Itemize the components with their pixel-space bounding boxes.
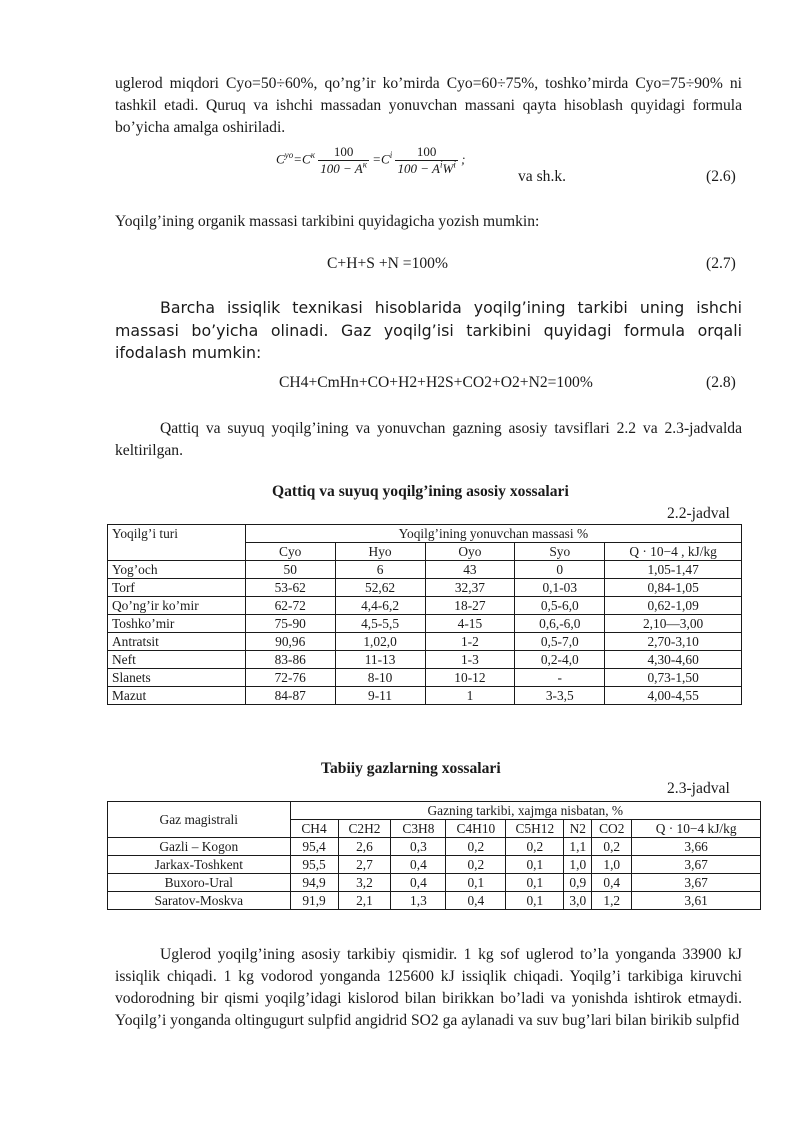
table-cell: 4,5-5,5 bbox=[335, 615, 425, 633]
table-cell: 75-90 bbox=[245, 615, 335, 633]
table-cell: 43 bbox=[425, 561, 515, 579]
table-cell: 1,2 bbox=[592, 892, 632, 910]
table-cell: 95,5 bbox=[290, 856, 338, 874]
table-cell: 0,2 bbox=[446, 838, 506, 856]
table-cell: 0,84-1,05 bbox=[605, 579, 742, 597]
row-label: Toshko’mir bbox=[108, 615, 246, 633]
table-cell: 2,70-3,10 bbox=[605, 633, 742, 651]
table-cell: 18-27 bbox=[425, 597, 515, 615]
table-cell: 3,66 bbox=[632, 838, 761, 856]
row-label: Jarkax-Toshkent bbox=[108, 856, 291, 874]
table-cell: 0,9 bbox=[564, 874, 592, 892]
formula-2-8: CH4+CmHn+CO+H2+H2S+CO2+O2+N2=100% bbox=[279, 374, 593, 391]
table-row bbox=[108, 856, 761, 874]
table-cell: 91,9 bbox=[290, 892, 338, 910]
table-cell: 0,4 bbox=[391, 856, 446, 874]
header-c3h8: C3H8 bbox=[391, 820, 446, 838]
table-2-2-title: Qattiq va suyuq yoqilg’ining asosiy xossalari bbox=[272, 483, 569, 500]
table-cell: 0,4 bbox=[592, 874, 632, 892]
formula-2-6: $C^{yo}=C^к$ $\frac{100}{100 - A^к}$ $=C^i$ $\frac{100}{100 - A^iW^i}$ ; bbox=[276, 144, 466, 176]
table-cell: 1 bbox=[425, 687, 515, 705]
row-label: Antratsit bbox=[108, 633, 246, 651]
header-group-combustible-mass: Yoqilg’ining yonuvchan massasi % bbox=[245, 525, 741, 543]
table-cell: 94,9 bbox=[290, 874, 338, 892]
table-row bbox=[108, 669, 742, 687]
row-label: Qo’ng’ir ko’mir bbox=[108, 597, 246, 615]
table-cell: 0,2 bbox=[592, 838, 632, 856]
table-cell: 4,4-6,2 bbox=[335, 597, 425, 615]
table-cell: 0,6,-6,0 bbox=[515, 615, 605, 633]
table-cell: 52,62 bbox=[335, 579, 425, 597]
header-c: Cyo bbox=[245, 543, 335, 561]
header-s: Syo bbox=[515, 543, 605, 561]
table-cell: 53-62 bbox=[245, 579, 335, 597]
table-cell: 6 bbox=[335, 561, 425, 579]
row-label: Neft bbox=[108, 651, 246, 669]
table-2-3 bbox=[107, 801, 761, 910]
table-cell: 0,1-03 bbox=[515, 579, 605, 597]
table-cell: 1-2 bbox=[425, 633, 515, 651]
table-cell: 1,1 bbox=[564, 838, 592, 856]
table-row bbox=[108, 615, 742, 633]
table-cell: 10-12 bbox=[425, 669, 515, 687]
header-group-gas-composition: Gazning tarkibi, xajmga nisbatan, % bbox=[290, 802, 760, 820]
header-n2: N2 bbox=[564, 820, 592, 838]
table-cell: 4,30-4,60 bbox=[605, 651, 742, 669]
table-cell: 11-13 bbox=[335, 651, 425, 669]
table-2-3-number: 2.3-jadval bbox=[667, 780, 730, 797]
table-row bbox=[108, 838, 761, 856]
row-label: Slanets bbox=[108, 669, 246, 687]
table-row bbox=[108, 633, 742, 651]
table-cell: 1-3 bbox=[425, 651, 515, 669]
header-q: Q · 10−4 kJ/kg bbox=[632, 820, 761, 838]
table-cell: 0,62-1,09 bbox=[605, 597, 742, 615]
table-cell: 0,5-7,0 bbox=[515, 633, 605, 651]
table-cell: 0,73-1,50 bbox=[605, 669, 742, 687]
row-label: Gazli – Kogon bbox=[108, 838, 291, 856]
row-label: Mazut bbox=[108, 687, 246, 705]
table-row bbox=[108, 687, 742, 705]
header-c4h10: C4H10 bbox=[446, 820, 506, 838]
row-label: Torf bbox=[108, 579, 246, 597]
table-cell: 0 bbox=[515, 561, 605, 579]
table-cell: 0,2-4,0 bbox=[515, 651, 605, 669]
table-cell: 1,05-1,47 bbox=[605, 561, 742, 579]
table-cell: 1,02,0 bbox=[335, 633, 425, 651]
header-q: Q · 10−4 , kJ/kg bbox=[605, 543, 742, 561]
table-row bbox=[108, 892, 761, 910]
table-cell: 3-3,5 bbox=[515, 687, 605, 705]
paragraph-carbon-content: uglerod miqdori Cyo=50÷60%, qo’ng’ir ko’mirda Cyo=60÷75%, toshko’mirda Cyo=75÷90% ni tashkil etadi. Quruq va ishchi massadan yonuvchan massani qayta hisoblash quyidagi formula bo’yicha amalga oshiriladi. bbox=[115, 75, 742, 136]
table-2-3-title: Tabiiy gazlarning xossalari bbox=[321, 760, 501, 777]
paragraph-carbon-combustion: Uglerod yoqilg’ining asosiy tarkibiy qismidir. 1 kg sof uglerod to’la yonganda 33900 kJ issiqlik chiqadi. 1 kg vodorod yonganda 125600 kJ issiqlik chiqadi. Yoqilg’i tarkibiga kiruvchi vodorodning bir qismi yoqilg’idagi kislorod bilan birikkan bo’ladi va yonishda ishtirok etmaydi. Yoqilg’i yonganda oltingugurt sulpfid angidrid SO2 ga aylanadi va suv bug’lari bilan birikib sulpfid bbox=[115, 946, 742, 1029]
table-cell: 0,3 bbox=[391, 838, 446, 856]
table-cell: 3,67 bbox=[632, 874, 761, 892]
table-cell: 2,10—3,00 bbox=[605, 615, 742, 633]
table-cell: 3,0 bbox=[564, 892, 592, 910]
table-row bbox=[108, 597, 742, 615]
table-cell: 0,1 bbox=[506, 892, 564, 910]
formula-2-6-suffix: va sh.k. bbox=[518, 168, 567, 185]
paragraph-gas-composition: Barcha issiqlik texnikasi hisoblarida yoqilg’ining tarkibi uning ishchi massasi bo’yicha olinadi. Gaz yoqilg’isi tarkibini quyidagi formula orqali ifodalash mumkin: bbox=[115, 298, 742, 362]
table-cell: 0,2 bbox=[446, 856, 506, 874]
table-cell: 83-86 bbox=[245, 651, 335, 669]
header-c5h12: C5H12 bbox=[506, 820, 564, 838]
table-cell: 4-15 bbox=[425, 615, 515, 633]
formula-2-7: C+H+S +N =100% bbox=[327, 255, 448, 272]
header-ch4: CH4 bbox=[290, 820, 338, 838]
table-cell: 3,67 bbox=[632, 856, 761, 874]
table-cell: 0,5-6,0 bbox=[515, 597, 605, 615]
equation-number-2-8: (2.8) bbox=[706, 374, 736, 391]
row-label: Saratov-Moskva bbox=[108, 892, 291, 910]
table-cell: 2,7 bbox=[338, 856, 391, 874]
table-row bbox=[108, 651, 742, 669]
header-o: Oyo bbox=[425, 543, 515, 561]
table-cell: 32,37 bbox=[425, 579, 515, 597]
table-cell: 1,0 bbox=[592, 856, 632, 874]
table-cell: 2,6 bbox=[338, 838, 391, 856]
table-cell: 95,4 bbox=[290, 838, 338, 856]
table-cell: 62-72 bbox=[245, 597, 335, 615]
table-2-2 bbox=[107, 524, 742, 705]
header-gas-line: Gaz magistrali bbox=[108, 802, 291, 838]
paragraph-organic-mass: Yoqilg’ining organik massasi tarkibini quyidagicha yozish mumkin: bbox=[115, 213, 540, 230]
table-row bbox=[108, 579, 742, 597]
table-cell: 9-11 bbox=[335, 687, 425, 705]
table-cell: 0,1 bbox=[506, 874, 564, 892]
table-cell: 3,61 bbox=[632, 892, 761, 910]
header-h: Hyo bbox=[335, 543, 425, 561]
table-cell: 0,1 bbox=[446, 874, 506, 892]
table-row bbox=[108, 561, 742, 579]
paragraph-tables-intro: Qattiq va suyuq yoqilg’ining va yonuvchan gazning asosiy tavsiflari 2.2 va 2.3-jadvalda keltirilgan. bbox=[115, 420, 742, 459]
table-cell: 50 bbox=[245, 561, 335, 579]
table-cell: 8-10 bbox=[335, 669, 425, 687]
table-cell: 0,2 bbox=[506, 838, 564, 856]
equation-number-2-7: (2.7) bbox=[706, 255, 736, 272]
header-co2: CO2 bbox=[592, 820, 632, 838]
table-cell: 90,96 bbox=[245, 633, 335, 651]
table-cell: 2,1 bbox=[338, 892, 391, 910]
header-fuel-type: Yoqilg’i turi bbox=[108, 525, 246, 561]
table-row bbox=[108, 874, 761, 892]
header-c2h2: C2H2 bbox=[338, 820, 391, 838]
table-cell: 4,00-4,55 bbox=[605, 687, 742, 705]
table-cell: 84-87 bbox=[245, 687, 335, 705]
table-cell: 72-76 bbox=[245, 669, 335, 687]
table-cell: 3,2 bbox=[338, 874, 391, 892]
row-label: Yog’och bbox=[108, 561, 246, 579]
equation-number-2-6: (2.6) bbox=[706, 168, 736, 185]
row-label: Buxoro-Ural bbox=[108, 874, 291, 892]
table-cell: 1,3 bbox=[391, 892, 446, 910]
table-2-2-number: 2.2-jadval bbox=[667, 505, 730, 522]
table-cell: 1,0 bbox=[564, 856, 592, 874]
table-cell: 0,4 bbox=[391, 874, 446, 892]
table-cell: 0,4 bbox=[446, 892, 506, 910]
table-cell: - bbox=[515, 669, 605, 687]
table-cell: 0,1 bbox=[506, 856, 564, 874]
